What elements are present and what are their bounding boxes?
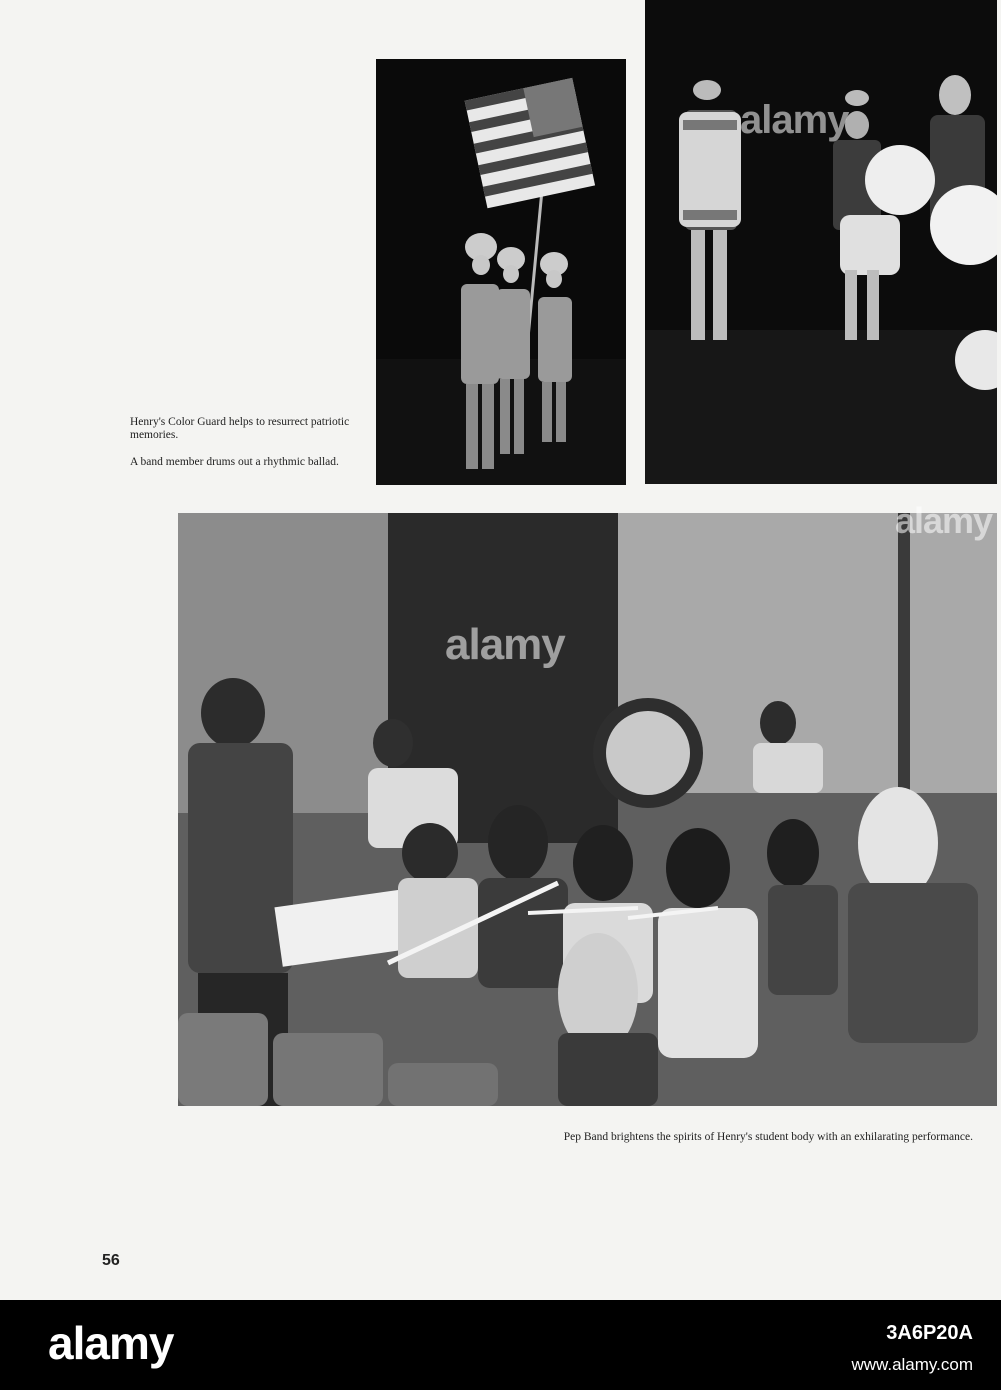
watermark-overlay-right: alamy bbox=[895, 500, 993, 541]
footer-url: www.alamy.com bbox=[851, 1355, 973, 1374]
watermark-overlay-top: alamy bbox=[740, 98, 849, 142]
caption-color-guard: Henry's Color Guard helps to resurrect patriotic memories. bbox=[130, 416, 350, 441]
color-guard-image bbox=[376, 59, 626, 485]
image-id: 3A6P20A bbox=[886, 1322, 973, 1344]
pep-band-image bbox=[178, 513, 997, 1106]
caption-pep-band: Pep Band brightens the spirits of Henry's student body with an exhilarating performance. bbox=[563, 1131, 973, 1143]
drummers-image bbox=[645, 0, 997, 484]
footer-logo: alamy bbox=[48, 1317, 174, 1369]
stock-footer bbox=[0, 1300, 1001, 1390]
drummers-photo bbox=[645, 0, 997, 484]
page-number: 56 bbox=[102, 1252, 120, 1269]
side-captions bbox=[130, 416, 356, 469]
pep-band-photo bbox=[178, 513, 997, 1106]
color-guard-photo bbox=[376, 59, 626, 485]
caption-drums: A band member drums out a rhythmic ballad. bbox=[130, 456, 339, 468]
watermark-overlay: alamy bbox=[445, 620, 565, 669]
